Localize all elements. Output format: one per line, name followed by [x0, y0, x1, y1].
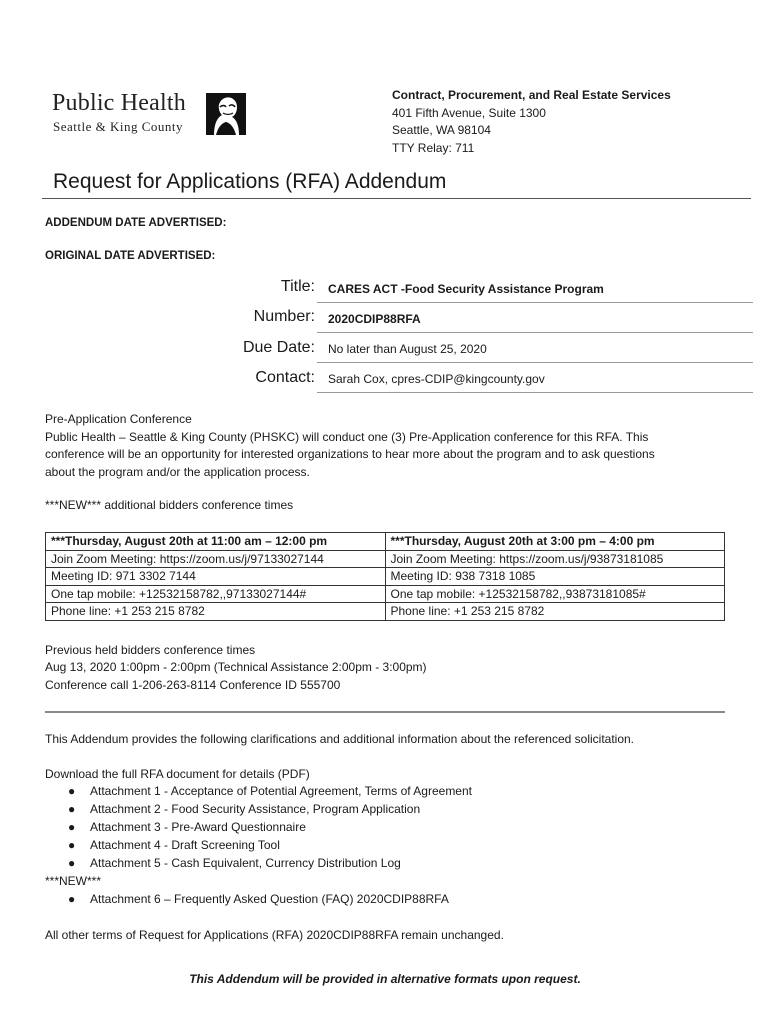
new-marker: ***NEW***	[45, 874, 102, 888]
logo-subtitle: Seattle & King County	[53, 119, 184, 134]
address-organization: Contract, Procurement, and Real Estate Services	[392, 88, 671, 102]
table-cell: One tap mobile: +12532158782,,93873181085#	[385, 585, 725, 603]
table-cell: ***Thursday, August 20th at 3:00 pm – 4:00 pm	[385, 533, 725, 551]
table-cell: One tap mobile: +12532158782,,97133027144#	[46, 585, 386, 603]
bullet-icon: ●	[68, 892, 76, 906]
previous-text-line: Conference call 1-206-263-8114 Conference ID 555700	[45, 678, 341, 692]
table-row	[46, 550, 725, 568]
preapp-text-line: Public Health – Seattle & King County (PHSKC) will conduct one (3) Pre-Application conference for this RFA. This	[45, 430, 649, 444]
heading-divider	[42, 198, 751, 199]
table-row	[46, 568, 725, 586]
addendum-date-label: ADDENDUM DATE ADVERTISED:	[45, 217, 227, 229]
bullet-icon: ●	[68, 820, 76, 834]
conference-table	[45, 532, 725, 621]
contact-label: Contact:	[255, 369, 315, 386]
attachment-link[interactable]: Attachment 4 - Draft Screening Tool	[90, 838, 280, 852]
zoom-link[interactable]: Join Zoom Meeting: https://zoom.us/j/97133027144	[46, 550, 386, 568]
download-label: Download the full RFA document for details (PDF)	[45, 767, 310, 781]
preapp-text-line: conference will be an opportunity for interested organizations to hear more about the program and to ask questions	[45, 447, 655, 461]
due-date-value: No later than August 25, 2020	[328, 342, 487, 356]
new-times-label: ***NEW*** additional bidders conference times	[45, 498, 294, 512]
bullet-icon: ●	[68, 784, 76, 798]
table-cell: Meeting ID: 938 7318 1085	[385, 568, 725, 586]
due-date-label: Due Date:	[242, 339, 315, 356]
bullet-icon: ●	[68, 856, 76, 870]
title-label: Title:	[280, 278, 315, 295]
contact-value: Sarah Cox, cpres-CDIP@kingcounty.gov	[328, 372, 545, 386]
zoom-link[interactable]: Join Zoom Meeting: https://zoom.us/j/93873181085	[385, 550, 725, 568]
footer-note: This Addendum will be provided in alternative formats upon request.	[189, 972, 581, 986]
original-date-label: ORIGINAL DATE ADVERTISED:	[45, 250, 216, 262]
address-street: 401 Fifth Avenue, Suite 1300	[392, 106, 546, 120]
title-value: CARES ACT -Food Security Assistance Program	[328, 282, 604, 296]
table-row	[46, 533, 725, 551]
address-city: Seattle, WA 98104	[392, 123, 491, 137]
preapp-text-line: about the program and/or the application process.	[45, 465, 310, 479]
bullet-icon: ●	[68, 802, 76, 816]
attachment-link[interactable]: Attachment 2 - Food Security Assistance, Program Application	[90, 802, 421, 816]
number-value: 2020CDIP88RFA	[328, 312, 421, 326]
title-underline	[317, 302, 753, 303]
table-cell: Meeting ID: 971 3302 7144	[46, 568, 386, 586]
due-date-underline	[317, 362, 753, 363]
previous-heading: Previous held bidders conference times	[45, 643, 256, 657]
attachment-link[interactable]: Attachment 5 - Cash Equivalent, Currency Distribution Log	[90, 856, 401, 870]
clarification-text: This Addendum provides the following clarifications and additional information about the referenced solicitation.	[45, 732, 635, 746]
address-tty: TTY Relay: 711	[392, 141, 475, 155]
previous-text-line: Aug 13, 2020 1:00pm - 2:00pm (Technical Assistance 2:00pm - 3:00pm)	[45, 660, 427, 674]
number-label: Number:	[253, 308, 315, 325]
number-underline	[317, 332, 753, 333]
bullet-icon: ●	[68, 838, 76, 852]
attachment-link[interactable]: Attachment 3 - Pre-Award Questionnaire	[90, 820, 306, 834]
table-row	[46, 585, 725, 603]
section-divider	[45, 711, 725, 713]
table-cell: Phone line: +1 253 215 8782	[46, 603, 386, 621]
logo-title: Public Health	[52, 90, 186, 116]
contact-underline	[317, 392, 753, 393]
preapp-heading: Pre-Application Conference	[45, 412, 192, 426]
page-title: Request for Applications (RFA) Addendum	[53, 170, 447, 193]
attachment-link[interactable]: Attachment 6 – Frequently Asked Question (FAQ) 2020CDIP88RFA	[90, 892, 449, 906]
logo-portrait-icon	[206, 93, 246, 135]
table-cell: Phone line: +1 253 215 8782	[385, 603, 725, 621]
other-terms-text: All other terms of Request for Applications (RFA) 2020CDIP88RFA remain unchanged.	[45, 928, 504, 942]
attachment-link[interactable]: Attachment 1 - Acceptance of Potential Agreement, Terms of Agreement	[90, 784, 472, 798]
table-row	[46, 603, 725, 621]
table-cell: ***Thursday, August 20th at 11:00 am – 12:00 pm	[46, 533, 386, 551]
